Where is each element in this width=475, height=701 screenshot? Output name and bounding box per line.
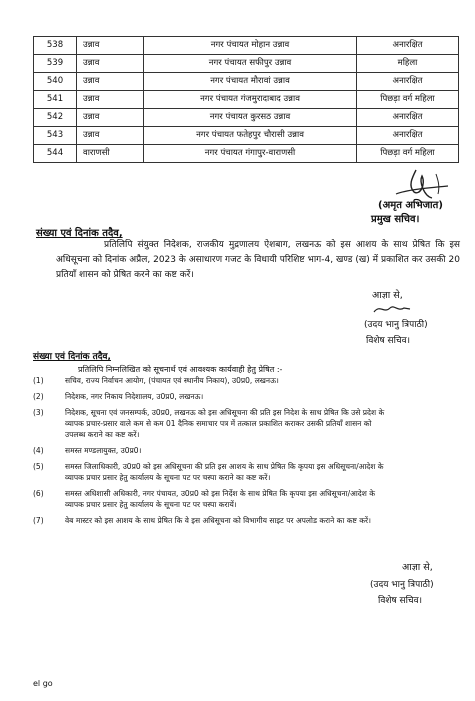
table-row [34, 73, 459, 91]
list-item-number: (6) [33, 489, 44, 498]
by-order-text: आज्ञा से, [372, 290, 403, 301]
district-cell: वाराणसी [77, 145, 144, 163]
table-row [34, 109, 459, 127]
signature-uday-bhanu [372, 302, 412, 316]
reservation-cell: पिछड़ा वर्ग महिला [357, 91, 459, 109]
list-item [33, 445, 463, 456]
list-item [33, 391, 463, 402]
district-cell: उन्नाव [77, 127, 144, 145]
list-item-text: वेब मास्टर को इस आशय के साथ प्रेषित कि वे इस अधिसूचना को विभागीय साइट पर अपलोड कराने का कष्ट करें। [65, 516, 371, 525]
list-item-number: (2) [33, 392, 44, 401]
serial-number-cell: 543 [34, 127, 77, 145]
nagar-panchayat-cell: नगर पंचायत फतेहपुर चौरासी उन्नाव [144, 127, 357, 145]
reservation-cell: अनारक्षित [357, 109, 459, 127]
list-item [33, 461, 463, 483]
table-row [34, 145, 459, 163]
by-order-text: आज्ञा से, [402, 562, 433, 573]
reservation-cell: पिछड़ा वर्ग महिला [357, 145, 459, 163]
table-row [34, 91, 459, 109]
serial-number-cell: 541 [34, 91, 77, 109]
list-item-text: निदेशक, नगर निकाय निदेशालय, उ0प्र0, लखनऊ। [65, 392, 204, 401]
table-row [34, 127, 459, 145]
list-item [33, 407, 463, 440]
signatory-designation: विशेष सचिव। [366, 336, 411, 346]
nagar-panchayat-cell: नगर पंचायत कुरसठ उन्नाव [144, 109, 357, 127]
list-item-text: निदेशक, सूचना एवं जनसम्पर्क, उ0प्र0, लखनऊ को इस अधिसूचना की प्रति इस निदेश के साथ प्रेषित कि उसे प्रदेश के व्यापक प्रचार-प्रसार वाले कम से कम 01 दैनिक समाचार पत्र में तत्काल प्रकाशित कराकर उसकी प्रतियाँ शासन को उपलब्ध कराने का कष्ट करें। [65, 408, 385, 439]
reservation-cell: महिला [357, 55, 459, 73]
serial-number-cell: 539 [34, 55, 77, 73]
table-row [34, 55, 459, 73]
district-cell: उन्नाव [77, 109, 144, 127]
list-item-text: समस्त मण्डलायुक्त, उ0प्र0। [65, 446, 142, 455]
signatory-name: (उदय भानु त्रिपाठी) [364, 320, 428, 330]
distribution-list [33, 375, 463, 526]
copy-paragraph: प्रतिलिपि संयुक्त निदेशक, राजकीय मुद्रणालय ऐशबाग, लखनऊ को इस आशय के साथ प्रेषित कि इस अधिसूचना को दिनांक अप्रैल, 2023 के असाधारण गजट के विधायी परिशिष्ट भाग-4, खण्ड (ख) में प्रकाशित कर उसकी 20 प्रतियाँ शासन को प्रेषित करने का कष्ट करें। [56, 240, 460, 280]
signatory-designation: विशेष सचिव। [378, 596, 423, 606]
list-item-text: समस्त जिलाधिकारी, उ0प्र0 को इस अधिसूचना की प्रति इस आशय के साथ प्रेषित कि कृपया इस अधिसूचना/आदेश के व्यापक प्रचार प्रसार हेतु कार्यालय के सूचना पट पर चस्पा कराने का कष्ट करें। [65, 462, 384, 482]
reservation-table [33, 36, 459, 163]
reference-heading: संख्या एवं दिनांक तदैव, [33, 352, 111, 362]
reservation-cell: अनारक्षित [357, 37, 459, 55]
list-item [33, 515, 463, 526]
signatory-designation: प्रमुख सचिव। [371, 214, 420, 225]
list-item-number: (7) [33, 516, 44, 525]
serial-number-cell: 540 [34, 73, 77, 91]
serial-number-cell: 542 [34, 109, 77, 127]
district-cell: उन्नाव [77, 55, 144, 73]
signatory-name: (उदय भानु त्रिपाठी) [370, 580, 434, 590]
table-row [34, 37, 459, 55]
distribution-intro: प्रतिलिपि निम्नलिखित को सूचनार्थ एवं आवश्यक कार्यवाही हेतु प्रेषित :- [78, 365, 283, 374]
nagar-panchayat-cell: नगर पंचायत गंजमुरादाबाद उन्नाव [144, 91, 357, 109]
signatory-name: (अमृत अभिजात) [378, 200, 443, 211]
list-item-text: समस्त अधिशासी अधिकारी, नगर पंचायत, उ0प्र0 को इस निर्देश के साथ प्रेषित कि कृपया इस अधिसूचना/आदेश के व्यापक प्रचार प्रसार हेतु कार्यालय के सूचना पट पर चस्पा करायें। [65, 489, 376, 509]
list-item [33, 488, 463, 510]
list-item-number: (5) [33, 462, 44, 471]
reservation-cell: अनारक्षित [357, 127, 459, 145]
list-item-text: सचिव, राज्य निर्वाचन आयोग, (पंचायत एवं स्थानीय निकाय), उ0प्र0, लखनऊ। [65, 376, 279, 385]
list-item [33, 375, 463, 386]
serial-number-cell: 538 [34, 37, 77, 55]
district-cell: उन्नाव [77, 37, 144, 55]
list-item-number: (3) [33, 408, 44, 417]
footer-note: el go [33, 679, 53, 688]
list-item-number: (1) [33, 376, 44, 385]
nagar-panchayat-cell: नगर पंचायत मोहान उन्नाव [144, 37, 357, 55]
nagar-panchayat-cell: नगर पंचायत मौरावां उन्नाव [144, 73, 357, 91]
district-cell: उन्नाव [77, 91, 144, 109]
nagar-panchayat-cell: नगर पंचायत गंगापुर-वाराणसी [144, 145, 357, 163]
reference-heading: संख्या एवं दिनांक तदैव, [36, 228, 123, 239]
serial-number-cell: 544 [34, 145, 77, 163]
reservation-cell: अनारक्षित [357, 73, 459, 91]
list-item-number: (4) [33, 446, 44, 455]
nagar-panchayat-cell: नगर पंचायत सफीपुर उन्नाव [144, 55, 357, 73]
district-cell: उन्नाव [77, 73, 144, 91]
